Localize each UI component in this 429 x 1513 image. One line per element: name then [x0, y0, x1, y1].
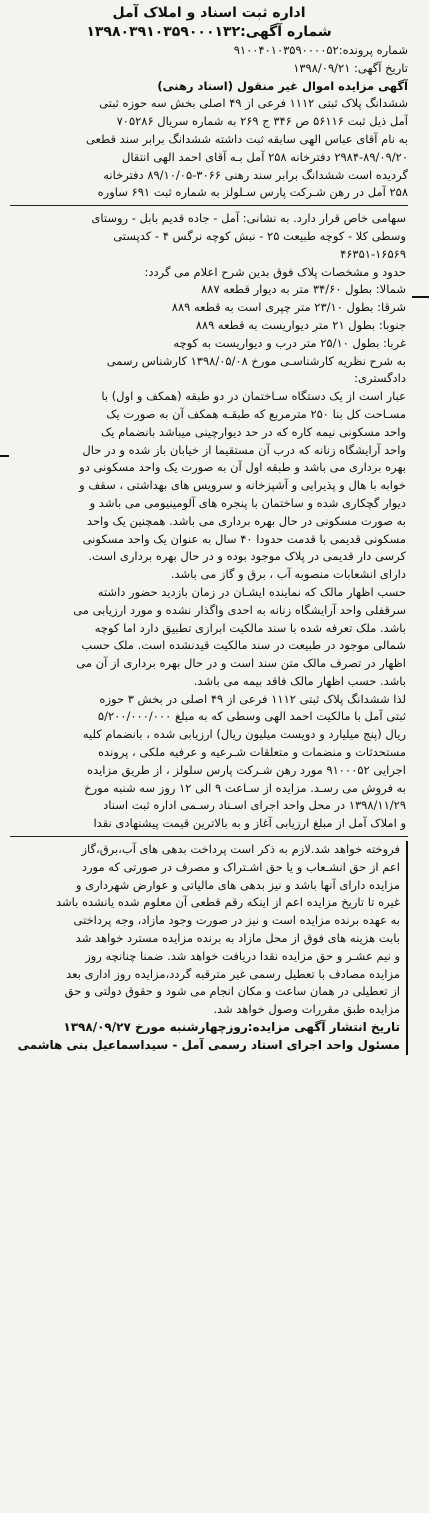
text-line: به شرح نظریه کارشناسـی مورخ ۱۳۹۸/۰۵/۰۸ کارشناس رسمی: [106, 353, 406, 368]
text-line: وسطی کلا - کوچه طبیعت ۲۵ - نبش کوچه نرگس ۴ - کدپستی: [113, 228, 406, 243]
text-line: مزایده دارای آنها باشد و نیز بدهی های مالیاتی و عوارض شهرداری و: [75, 877, 400, 892]
left-edge-mark: [0, 455, 9, 457]
text-line: به نام آقای عباس الهی سابقه ثبت داشته ششدانگ برابر سند قطعی: [85, 131, 408, 146]
text-line: مسکونی قدیمی با قدمت حدودا ۴۰ سال به عنوان یک واحد مسکونی: [82, 531, 406, 546]
boundary-north: شمالا: بطول ۳۴/۶۰ متر به دیوار قطعه ۸۸۷: [201, 282, 406, 297]
text-line: مزایده مصادف با تعطیل رسمی غیر مترقبه گردد،مزایده روز اداری بعد: [66, 966, 400, 981]
text-line: واحد آرایشگاه زنانه که درب آن مستقیما از خیابان باز شده و در حال: [82, 442, 406, 457]
text-line: ششدانگ پلاک ثبتی ۱۱۱۲ فرعی از ۴۹ اصلی بخش سه حوزه ثبتی: [99, 96, 408, 111]
text-line: غیره تا تاریخ مزایده اعم از اینکه رقم قطعی آن معلوم شده یانشده باشد: [55, 895, 400, 910]
text-line: عبار است از یک دستگاه سـاختمان در دو طبقه (همکف و اول) با: [101, 389, 406, 404]
text-line: اظهار در تصرف مالک متن سند است و در حال بهره برداری از آن می: [76, 656, 406, 671]
text-line: دیوار گچکاری شده و ساختمان با پنجره های آلومینیومی می باشد و: [89, 495, 406, 510]
notice-section-3: [10, 841, 408, 1055]
text-line: مستحدثات و منضمات و متعلقات شـرعیه و عرفیه ملکی ، پرونده: [98, 745, 406, 760]
notice-section-1: [10, 42, 408, 202]
text-line: آمل ذیل ثبت ۵۶۱۱۶ ص ۳۴۶ ج ۲۶۹ به شماره سریال ۷۰۵۲۸۶: [116, 114, 408, 129]
text-line: و نیم عشـر و حق مزایده نقدا دریافت خواهد شد. ضمنا چنانچه روز: [85, 948, 400, 963]
text-line: مزایده طبق مقررات وصول خواهد شد.: [213, 1002, 400, 1017]
boundary-east: شرقا: بطول ۲۳/۱۰ متر چپری است به قطعه ۸۸۹: [171, 300, 406, 315]
text-line: به فروش می رسـد. مزایده از سـاعت ۹ الی ۱۲ روز سه شنبه مورخ: [84, 780, 406, 795]
text-line: شمالی موجود در طبیعت در سند مالکیت قیدنشده است. ملک حسب: [81, 638, 406, 653]
text-line: و املاک آمل از مبلغ ارزیابی آغاز و به بالاترین قیمت پیشنهادی نقدا: [93, 816, 406, 831]
text-line: به صورت مسکونی در حال بهره برداری می باشد. همچنین یک واحد: [86, 513, 406, 528]
text-line: ۱۳۹۸/۱۱/۲۹ در محل واحد اجرای اسـناد رسـمی اداره ثبت اسناد: [103, 798, 406, 813]
text-line: اعم از حق انشـعاب و یا حق اشـتراک و مصرف در صورتی که مورد: [81, 859, 400, 874]
publish-date: تاریخ انتشار آگهی مزایده:روزچهارشنبه مورخ ۱۳۹۸/۰۹/۲۷: [63, 1020, 400, 1035]
text-line: سرقفلی واحد آرایشگاه زنانه به احدی واگذار نشده و مورد ارزیابی می: [73, 602, 406, 617]
text-line: به عهده برنده مزایده است و نیز در صورت وجود مازاد، وجه پرداختی: [73, 913, 400, 928]
text-line: ثبتی آمل با مالکیت احمد الهی وسطی که به مبلغ ۵/۲۰۰/۰۰۰/۰۰۰: [97, 709, 406, 724]
text-line: از تعطیلی در همان ساعت و مکان انجام می شود و حقوق دولتی و حق: [64, 984, 400, 999]
postal-code-line: ۴۶۳۵۱-۱۶۵۶۹: [340, 246, 406, 261]
office-title: اداره ثبت اسناد و املاک آمل: [112, 5, 306, 21]
notice-section-2: [10, 210, 408, 833]
notice-subject: آگهی مزایده اموال غیر منقول (اسناد رهنی): [157, 78, 408, 93]
column-separator: [10, 836, 408, 837]
boundary-west: غربا: بطول ۲۵/۱۰ متر درب و دیواریست به کوچه: [173, 335, 406, 350]
notice-date-line: تاریخ آگهی: ۱۳۹۸/۰۹/۲۱: [293, 60, 408, 75]
text-line: مسـاحت کل بنا ۲۵۰ مترمربع که طبقـه همکف آن به صورت یک: [106, 406, 406, 421]
text-line: بابت هزینه های فوق از محل مازاد به برنده مزایده مسترد خواهد شد: [75, 931, 400, 946]
boundary-south: جنوبا: بطول ۲۱ متر دیواریست به قطعه ۸۸۹: [195, 317, 406, 332]
notice-number: شماره آگهی:۱۳۹۸۰۳۹۱۰۳۵۹۰۰۰۱۳۲: [86, 24, 332, 40]
text-line: فروخته خواهد شد.لازم به ذکر است پرداخت بدهی های آب،برق،گاز: [81, 842, 400, 857]
text-line: ریال (پنج میلیارد و دویست میلیون ریال) ارزیابی شده ، بانضمام کلیه: [82, 727, 406, 742]
text-line: باشد. حسب اظهار مالک فاقد بیمه می باشد.: [193, 673, 406, 688]
text-line: ۲۵۸ آمل در رهن شـرکت پارس سـلولز به شماره ثبت ۶۹۱ ساوره: [97, 185, 408, 200]
text-line: باشد. ملک تعرفه شده با سند مالکیت ابرازی تطبیق دارد اما کوچه: [94, 620, 406, 635]
right-edge-mark: [412, 296, 429, 298]
text-line: خوابه با هال و پذیرایی و آشپزخانه و سرویس های بهداشتی ، سقف و: [79, 478, 406, 493]
text-line: دادگستری:: [354, 371, 406, 386]
boundaries-intro: حدود و مشخصات پلاک فوق بدین شرح اعلام می گردد:: [144, 264, 406, 279]
text-line: دارای انشعابات منصوبه آب ، برق و گاز می باشد.: [170, 567, 406, 582]
text-line: بهره برداری می باشد و طبقه اول آن به صورت یک واحد مسکونی دو: [79, 460, 406, 475]
text-line: گردیده است ششدانگ برابر سند رهنی ۳۰۶۶-۸۹/۱۰/۰۵ دفترخانه: [103, 167, 408, 182]
text-line: واحد مسکونی نیمه کاره که در حد دیوارچینی میباشد بانضمام یک: [100, 424, 406, 439]
auction-notice: [10, 4, 408, 1055]
text-line: لذا ششدانگ پلاک ثبتی ۱۱۱۲ فرعی از ۴۹ اصلی در بخش ۳ حوزه: [99, 691, 406, 706]
text-line: سهامی خاص قرار دارد. به نشانی: آمل - جاده قدیم بابل - روستای: [91, 211, 406, 226]
signatory: مسئول واحد اجرای اسناد رسمی آمل - سیداسماعیل بنی هاشمی: [17, 1037, 400, 1052]
text-line: کرسی دار قدیمی در پلاک موجود بوده و در حال بهره برداری است.: [88, 549, 406, 564]
text-line: ۲۹۸۴-۸۹/۰۹/۲۰ دفترخانه ۲۵۸ آمل بـه آقای احمد الهی انتقال: [122, 149, 408, 164]
column-separator: [10, 205, 408, 206]
text-line: حسب اظهار مالک که نماینده ایشـان در زمان بازدید حضور داشته: [97, 584, 406, 599]
text-line: اجرایی ۹۱۰۰۰۵۲ مورد رهن شـرکت پارس سلولز ، از طریق مزایده: [87, 762, 406, 777]
file-number-line: شماره پرونده:۹۱۰۰۴۰۱۰۳۵۹۰۰۰۰۵۲: [233, 43, 408, 57]
